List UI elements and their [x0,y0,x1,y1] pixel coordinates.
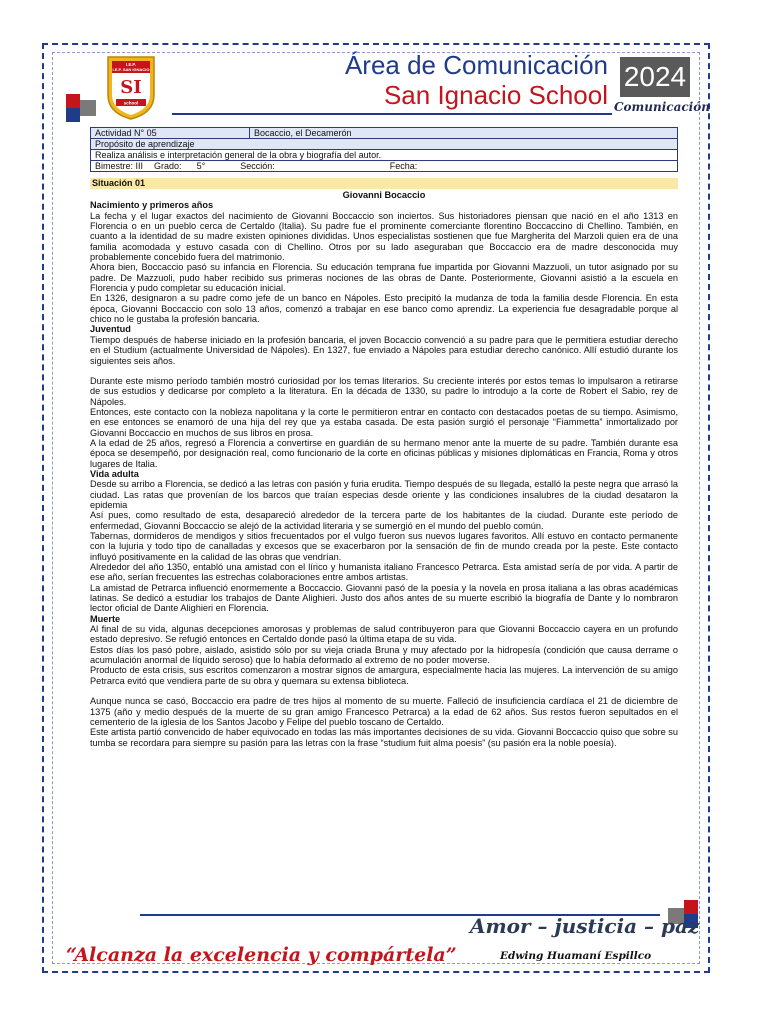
author-name: Edwing Huamaní Espillco [500,950,652,962]
paragraph: Producto de esta crisis, sus escritos comenzaron a mostrar signos de amargura, especialmente hacia las mujeres. La intervención de su amigo Petrarca evitó que vendiera parte de su obra y quemara su extensa biblioteca. [90,665,678,686]
paragraph: En 1326, designaron a su padre como jefe de un banco en Nápoles. Esto precipitó la mudanza de toda la familia desde Florencia. En esta época, Giovanni Boccaccio con solo 13 años, comenzó a trabajar en ese banco como aprendiz. La experiencia fue desagradable porque al chico no le gustaba la profesión bancaria. [90,293,678,325]
activity-title: Bocaccio, el Decamerón [250,128,678,139]
corner-square-red-top [66,94,80,108]
section-heading-vida-adulta: Vida adulta [90,468,139,479]
school-name: San Ignacio School [383,80,608,110]
paragraph: Así pues, como resultado de esta, desapareció alrededor de la tercera parte de los habitantes de la ciudad. Durante este período de enfermedad, Giovanni Boccaccio se alejó de la actividad literaria y se sumergió en el mundo del pueblo común. [90,510,678,531]
corner-square-navy-top [66,108,80,122]
section-heading-muerte: Muerte [90,613,121,624]
paragraph: Tiempo después de haberse iniciado en la profesión bancaria, el joven Bocaccio convenció a su padre para que le permitiera estudiar derecho en el Studium (actualmente Universidad de Nápoles). En 1327, fue enviado a Nápoles para estudiar derecho canónico. Allí estudió durante los siguientes seis años. [90,334,678,366]
paragraph: Aunque nunca se casó, Boccaccio era padre de tres hijos al momento de su muerte. Falleció de insuficiencia cardíaca el 21 de diciembre de 1375 (año y medio después de la muerte de su gran amigo Francesco Petrarca) a la edad de 62 años. Sus restos fueron sepultados en el cementerio de la iglesia de los Santos Jacobo y Felipe del pueblo toscano de Certaldo. [90,696,678,727]
school-slogan: “Alcanza la excelencia y compártela” [66,944,457,966]
activity-info-table [90,127,678,172]
school-logo [106,55,156,121]
svg-text:SI: SI [120,77,142,98]
paragraph: Estos días los pasó pobre, aislado, asistido sólo por su vieja criada Bruna y muy afectado por la hidropesía (condición que causa derrame o acumulación anormal de líquido seroso) que lo había deformado al extremo de no poder moverse. [90,644,678,666]
corner-square-gray-top [80,100,96,116]
document-body [90,190,678,748]
subject-label: Comunicación [614,100,710,114]
grado-label: Grado: [154,161,182,171]
grado-value: 5° [196,161,206,171]
section-heading-juventud: Juventud [90,324,131,335]
seccion-field: Sección: [240,161,275,171]
paragraph: Entonces, este contacto con la nobleza napolitana y la corte le permitieron entrar en contacto con destacados poetas de su tiempo. Asimismo, en ese entonces se enamoró de una hija del rey que ya estaba casada. De esta pasión surgió el personaje “Fiammetta” inmortalizado por Giovanni Boccaccio en muchos de sus libros en prosa. [90,406,678,438]
document-title: Giovanni Bocaccio [342,190,426,200]
situacion-heading: Situación 01 [90,178,678,189]
paragraph: Este artista partió convencido de haber equivocado en todas las más importantes decisiones de su vida. Giovanni Boccaccio quiso que sobre su tumba se recordara para siempre su pasión para las letras con la frase “studium fuit alma poesis” (su pasión era la noble poesía). [90,727,678,748]
paragraph: A la edad de 25 años, regresó a Florencia a convertirse en guardián de su hermano menor ante la muerte de su padre. También durante esa época se desempeñó, por designación real, como funcionario de la corte en oficinas públicas y misiones diplomáticas en Francia, Roma y otros lugares de Italia. [90,437,678,469]
paragraph: La fecha y el lugar exactos del nacimiento de Giovanni Boccaccio son inciertos. Sus historiadores piensan que nació en el año 1313 en Florencia o en un pueblo cerca de Certaldo (Italia). Su padre fue el prominente comerciante florentino Boccaccino di Chellino. También, en cuanto a la identidad de su madre existen opiniones divididas. Unos especialistas sostienen que fue Margherita del Marzoli quien era de una familia acomodada y estuvo casada con di Chellino. Otros por su lado aseguraban que Boccaccio era de madre desconocida muy probablemente concebido fuera del matrimonio. [90,210,678,263]
paragraph: Tabernas, dormideros de mendigos y sitios frecuentados por el vulgo fueron sus nuevos lugares favoritos. Allí estuvo en contacto permanente con la lujuria y todo tipo de canalladas y excesos que se exacerbaron por la sensación de fin de mundo creada por la peste. Este contacto influyó positivamente en la calidad de las obras que vendrían. [90,531,678,562]
purpose-label: Propósito de aprendizaje [91,139,678,150]
purpose-text: Realiza análisis e interpretación general de la obra y biografía del autor. [91,150,678,161]
fecha-field: Fecha: [389,161,418,171]
svg-text:I.E.P.: I.E.P. [126,62,136,67]
paragraph: Alrededor del año 1350, entabló una amistad con el lírico y humanista italiano Francesco Petrarca. Esta amistad sería de por vida. A partir de ese año, serían frecuentes las estrechas colaboraciones entre ambos artistas. [90,562,678,583]
header-divider [172,113,612,115]
svg-text:school: school [123,100,139,106]
bimestre-field: Bimestre: III [95,161,144,171]
paragraph: Al final de su vida, algunas decepciones amorosas y problemas de salud contribuyeron para que Giovanni Boccaccio cayera en un profundo estado depresivo. Se refugió entonces en Certaldo donde pasó la última etapa de su vida. [90,624,678,645]
paragraph: La amistad de Petrarca influenció enormemente a Boccaccio. Giovanni pasó de la poesía y la novela en prosa italiana a las obras académicas latinas. Se dedicó a estudiar los trabajos de Dante Alighieri. Justo dos años antes de su muerte escribió la biografía de Dante y lo nombraron lector oficial de Dante Alighieri en Florencia. [90,582,678,614]
year-badge: 2024 [620,57,690,97]
page-title: Área de Comunicación [344,50,608,80]
paragraph: Ahora bien, Boccaccio pasó su infancia en Florencia. Su educación temprana fue impartida por Giovanni Mazzuoli, un tutor asignado por su padre. De Mazzuoli, pudo haber recibido sus primeras nociones de las obras de Dante. Posteriormente, Giovanni asistió a la escuela en Florencia y pudo completar su educación inicial. [90,262,678,294]
svg-text:I.E.P. SAN IGNACIO: I.E.P. SAN IGNACIO [112,67,150,72]
student-details-row [91,161,678,172]
activity-number: Actividad N° 05 [91,128,250,139]
paragraph: Desde su arribo a Florencia, se dedicó a las letras con pasión y furia erudita. Tiempo después de su llegada, estalló la peste negra que arrasó la ciudad. Las ratas que provenían de los barcos que traían especias desde oriente y las condiciones insalubres de la ciudad desataron la epidemia [90,479,678,510]
school-motto: Amor – justicia – paz [470,914,700,938]
section-heading-nacimiento: Nacimiento y primeros años [90,200,214,211]
corner-square-red-bottom [684,900,698,914]
paragraph: Durante este mismo período también mostró curiosidad por los temas literarios. Su creciente interés por estos temas lo impulsaron a retirarse de sus estudios y dedicarse por completo a la literatura. En la década de 1330, su padre lo introdujo a la corte de Robert el Sabio, rey de Nápoles. [90,375,678,407]
